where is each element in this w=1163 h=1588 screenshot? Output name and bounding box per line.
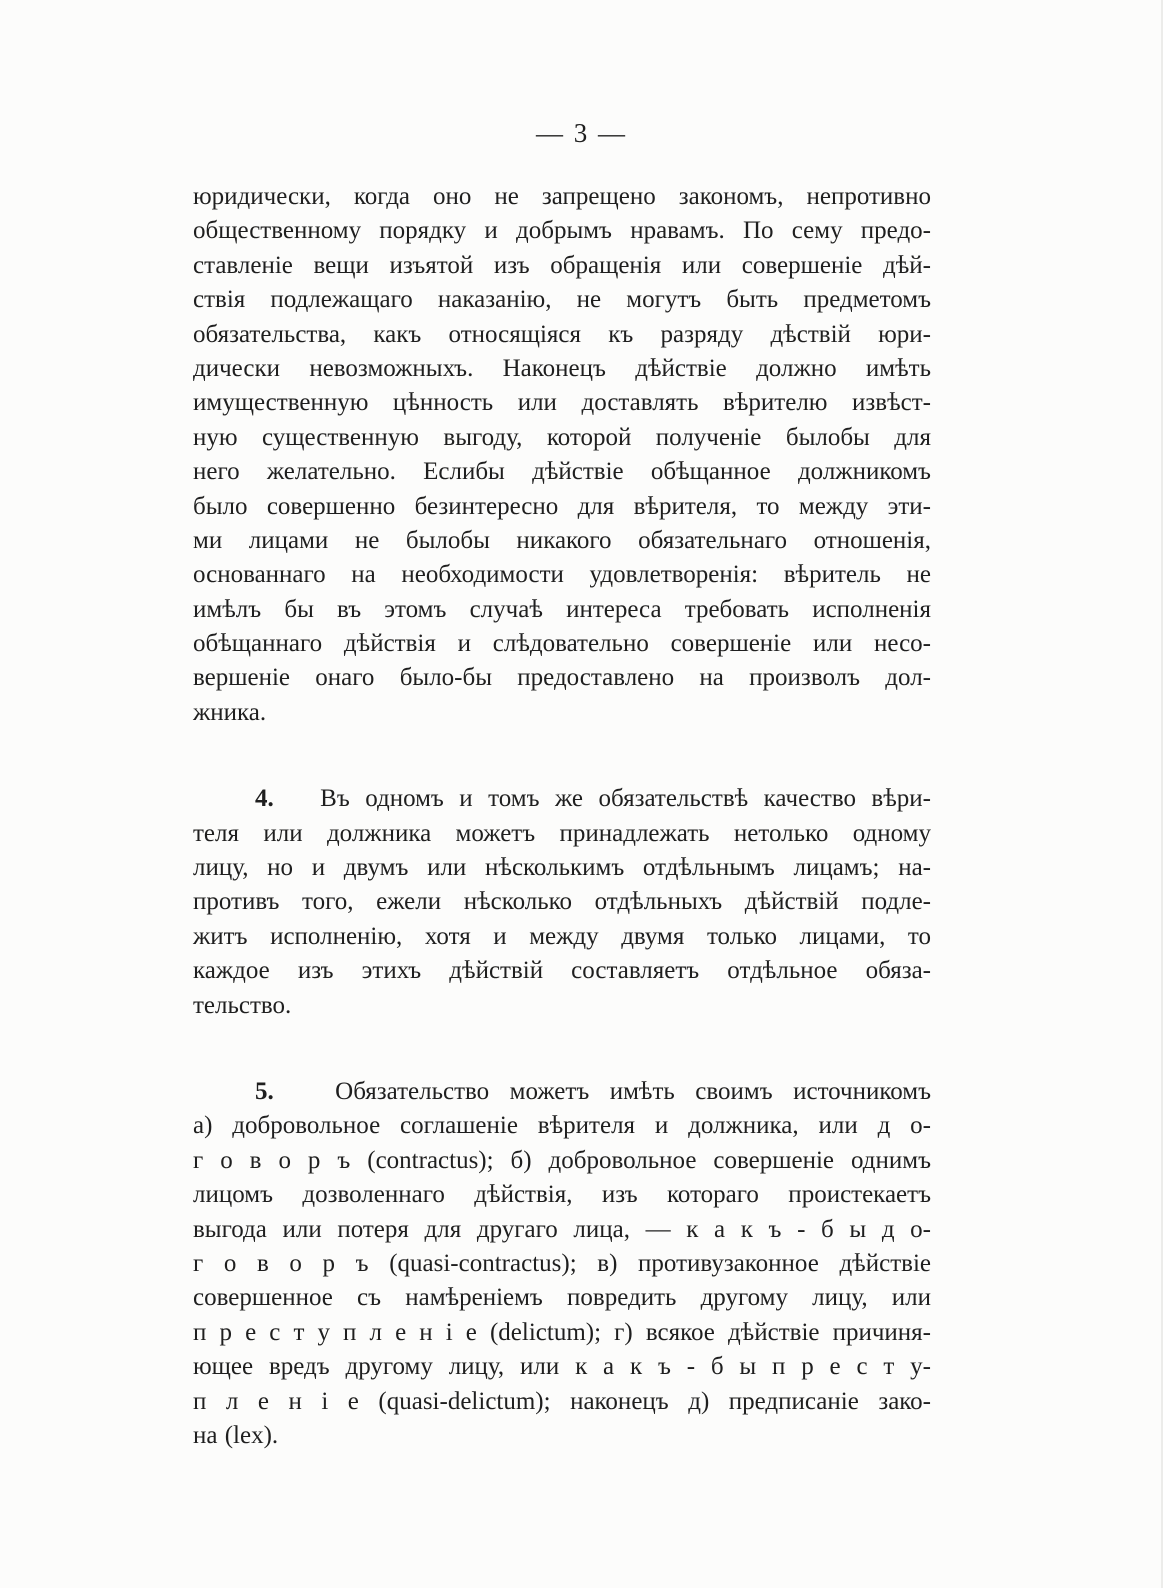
- text-line: противъ того, ежели нѣсколько отдѣльныхъ дѣйствій подле-: [193, 888, 931, 916]
- text-line: общественному порядку и добрымъ нравамъ. По сему предо-: [193, 217, 931, 245]
- text-line: Въ одномъ и томъ же обязательствѣ качество вѣри-: [320, 785, 932, 813]
- text-line: имущественную цѣнность или доставлять вѣрителю извѣст-: [193, 389, 931, 417]
- text-line: каждое изъ этихъ дѣйствій составляетъ отдѣльное обяза-: [193, 957, 931, 985]
- text-line: вершеніе онаго было-бы предоставлено на произволъ дол-: [193, 664, 931, 692]
- text-line: ствія подлежащаго наказанію, не могутъ быть предметомъ: [193, 286, 931, 314]
- paragraph-gap: [193, 730, 931, 782]
- paragraph-4: [193, 782, 931, 1023]
- text-line: лицу, но и двумъ или нѣсколькимъ отдѣльнымъ лицамъ; на-: [193, 854, 931, 882]
- text-line: жника.: [193, 698, 267, 726]
- page-number: — 3 —: [536, 118, 627, 148]
- text-line: основаннаго на необходимости удовлетворенія: вѣритель не: [193, 561, 931, 589]
- text-line: ставленіе вещи изъятой изъ обращенія или совершеніе дѣй-: [193, 251, 931, 279]
- paragraph-gap: [193, 1023, 931, 1075]
- text-line: ную существенную выгоду, которой полученіе былобы для: [193, 423, 931, 451]
- text-line: обѣщаннаго дѣйствія и слѣдовательно совершеніе или несо-: [193, 630, 931, 658]
- text-line: выгода или потеря для другаго лица, — к а к ъ - б ы д о-: [193, 1215, 931, 1243]
- paragraph-continuation: [193, 180, 931, 730]
- paragraph-number: 5.: [255, 1077, 274, 1105]
- text-line-first: [193, 1075, 931, 1109]
- text-line: житъ исполненію, хотя и между двумя только лицами, то: [193, 922, 931, 950]
- body-text: [193, 180, 931, 1453]
- text-line: Обязательство можетъ имѣть своимъ источникомъ: [335, 1077, 931, 1105]
- text-line: ющее вредъ другому лицу, или к а к ъ - б ы п р е с т у-: [193, 1353, 931, 1381]
- text-line: дически невозможныхъ. Наконецъ дѣйствіе должно имѣть: [193, 354, 931, 382]
- text-line: г о в о р ъ (quasi-contractus); в) противузаконное дѣйствіе: [193, 1249, 931, 1277]
- text-line-first: [193, 782, 931, 816]
- text-line: г о в о р ъ (contractus); б) добровольное совершеніе однимъ: [193, 1146, 931, 1174]
- text-line: п р е с т у п л е н і е (delictum); г) всякое дѣйствіе причиня-: [193, 1318, 931, 1346]
- paragraph-5: [193, 1075, 931, 1453]
- text-line: а) добровольное соглашеніе вѣрителя и должника, или д о-: [193, 1112, 931, 1140]
- text-line: на (lex).: [193, 1421, 279, 1449]
- text-line: лицомъ дозволеннаго дѣйствія, изъ котораго проистекаетъ: [193, 1181, 931, 1209]
- text-line: ми лицами не былобы никакого обязательнаго отношенія,: [193, 526, 931, 554]
- text-line: п л е н і е (quasi-delictum); наконецъ д) предписаніе зако-: [193, 1387, 931, 1415]
- paragraph-number: 4.: [255, 785, 274, 813]
- text-line: тельство.: [193, 991, 292, 1019]
- text-line: имѣлъ бы въ этомъ случаѣ интереса требовать исполненія: [193, 595, 931, 623]
- text-line: теля или должника можетъ принадлежать нетолько одному: [193, 819, 931, 847]
- text-line: юридически, когда оно не запрещено закономъ, непротивно: [193, 183, 931, 210]
- text-line: совершенное съ намѣреніемъ повредить другому лицу, или: [193, 1284, 931, 1312]
- text-line: обязательства, какъ относящіяся къ разряду дѣствій юри-: [193, 320, 931, 348]
- text-line: было совершенно безинтересно для вѣрителя, то между эти-: [193, 492, 931, 520]
- text-line: него желательно. Еслибы дѣйствіе обѣщанное должникомъ: [193, 458, 931, 486]
